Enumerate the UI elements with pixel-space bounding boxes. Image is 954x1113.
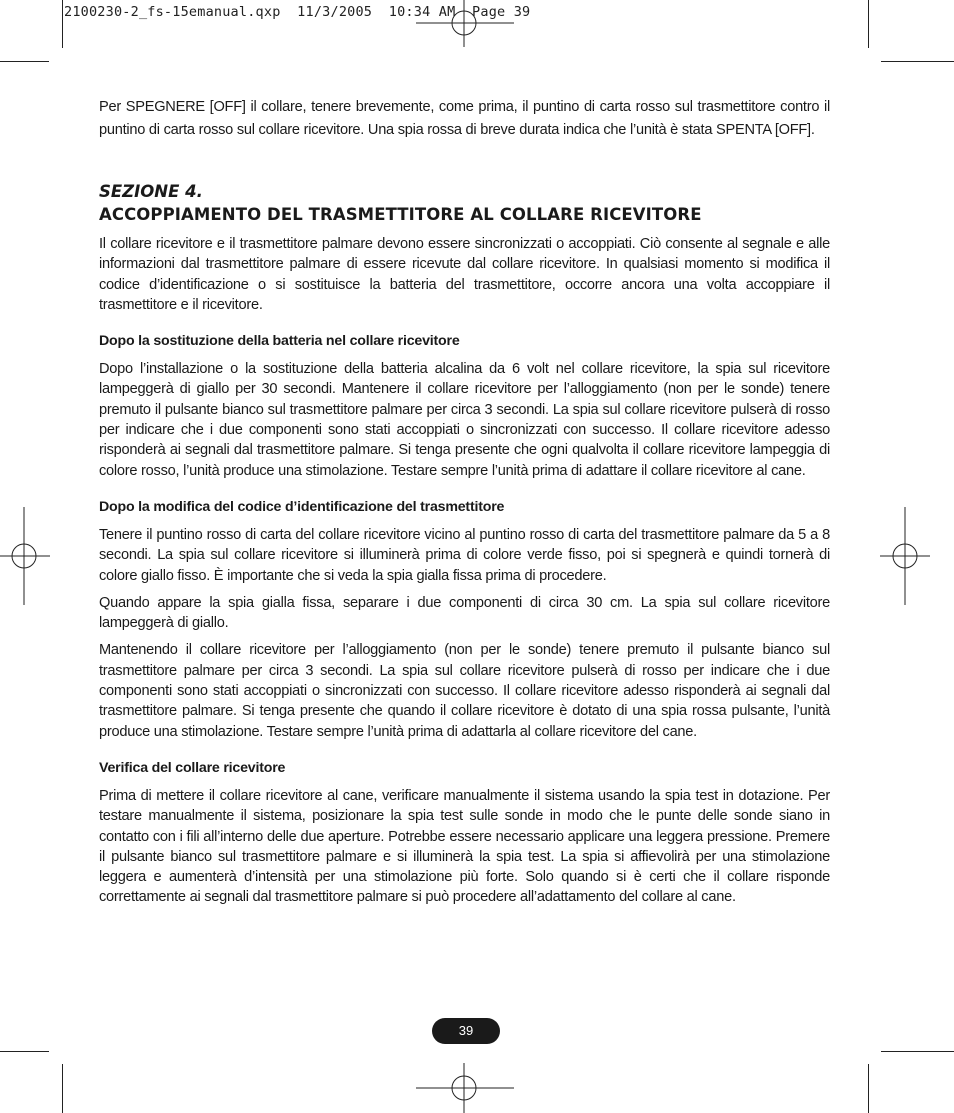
registration-mark-bottom bbox=[416, 1063, 514, 1113]
paragraph-id-code-2: Quando appare la spia gialla fissa, separare i due componenti di circa 30 cm. La spia sul collare ricevitore lampeggerà di giallo. bbox=[99, 594, 830, 632]
paragraph-verify: Prima di mettere il collare ricevitore al cane, verificare manualmente il sistema usando la spia test in dotazione. Per testare manualmente il sistema, posizionare la spia test sulle sonde in modo che le punte delle sonde siano in contatto con i fili all’interno delle due aperture. Potrebbe essere necessario applicare una leggera pressione. Premere il pulsante bianco sul trasmettitore palmare e si illuminerà la spia test. La spia si affievolirà per una stimolazione leggera e aumenterà d’intensità per una stimolazione più forte. Solo quando si è certi che il collare risponde correttamente ai segnali dal trasmettitore palmare si può procedere all’adattamento del collare al cane. bbox=[99, 787, 830, 906]
registration-mark-top bbox=[416, 0, 514, 48]
crop-mark-top-left-vertical bbox=[62, 0, 63, 48]
intro-paragraph: Per SPEGNERE [OFF] il collare, tenere brevemente, come prima, il puntino di carta rosso sul trasmettitore contro il puntino di carta rosso sul collare ricevitore. Una spia rossa di breve durata indica che l’unità è stata SPENTA [OFF]. bbox=[99, 99, 830, 138]
section-intro-paragraph: Il collare ricevitore e il trasmettitore palmare devono essere sincronizzati o accoppiati. Ciò consente al segnale e alle informazioni dal trasmettitore palmare di essere ricevute dal collare ricevitore. In qualsiasi momento si modifica il codice d’identificazione o si sostituisce la batteria del trasmettitore, occorre ancora una volta accoppiare il trasmettitore e il ricevitore. bbox=[99, 236, 830, 313]
subsection-heading-verify: Verifica del collare ricevitore bbox=[99, 759, 286, 776]
registration-mark-right bbox=[880, 507, 930, 605]
crop-mark-top-right-vertical bbox=[868, 0, 869, 48]
subsection-heading-id-code: Dopo la modifica del codice d’identificazione del trasmettitore bbox=[99, 498, 505, 515]
manual-page-body bbox=[99, 96, 830, 915]
crop-mark-bottom-right-horizontal bbox=[881, 1051, 954, 1052]
subsection-heading-battery: Dopo la sostituzione della batteria nel collare ricevitore bbox=[99, 333, 460, 350]
crop-mark-bottom-left-vertical bbox=[62, 1064, 63, 1113]
crop-mark-top-left-horizontal bbox=[0, 61, 49, 62]
section-label: SEZIONE 4. bbox=[99, 182, 203, 201]
paragraph-battery: Dopo l’installazione o la sostituzione della batteria alcalina da 6 volt nel collare ricevitore, la spia sul ricevitore lampeggerà di giallo per 30 secondi. Mantenere il collare ricevitore per l’alloggiamento (non per le sonde) tenere premuto il pulsante bianco sul trasmettitore palmare per circa 3 secondi. La spia sul collare ricevitore pulserà di rosso per indicare che i due componenti sono stati accoppiati o sincronizzati con successo. Il collare ricevitore adesso risponderà ai segnali dal trasmettitore palmare. Si tenga presente che ogni qualvolta il collare ricevitore lampeggia di colore rosso, l’unità produce una stimolazione. Testare sempre l’unità prima di adattare il collare ricevitore al cane. bbox=[99, 361, 830, 479]
section-title: ACCOPPIAMENTO DEL TRASMETTITORE AL COLLARE RICEVITORE bbox=[99, 205, 702, 224]
paragraph-id-code-3: Mantenendo il collare ricevitore per l’alloggiamento (non per le sonde) tenere premuto il pulsante bianco sul trasmettitore palmare per circa 3 secondi. La spia sul collare ricevitore pulserà di rosso per indicare che i due componenti sono stati accoppiati o sincronizzati con successo. Il collare ricevitore adesso risponderà ai segnali dal trasmettitore palmare. Si tenga presente che quando il collare ricevitore è dotato di una spia rossa pulsante, l’unità produce una stimolazione. Testare sempre l’unità prima di adattarla al collare ricevitore del cane. bbox=[99, 642, 830, 740]
print-slug-header: 2100230-2_fs-15emanual.qxp 11/3/2005 10:34 AM Page 39 bbox=[64, 4, 531, 20]
crop-mark-bottom-left-horizontal bbox=[0, 1051, 49, 1052]
crop-mark-top-right-horizontal bbox=[881, 61, 954, 62]
crop-mark-bottom-right-vertical bbox=[868, 1064, 869, 1113]
registration-mark-left bbox=[0, 507, 50, 605]
paragraph-id-code-1: Tenere il puntino rosso di carta del collare ricevitore vicino al puntino rosso di carta del trasmettitore palmare da 5 a 8 secondi. La spia sul collare ricevitore si illuminerà prima di colore verde fisso, poi si spegnerà e quindi tornerà di colore giallo fisso. È importante che si veda la spia gialla fissa prima di procedere. bbox=[99, 526, 830, 584]
page-number-badge: 39 bbox=[432, 1018, 500, 1044]
